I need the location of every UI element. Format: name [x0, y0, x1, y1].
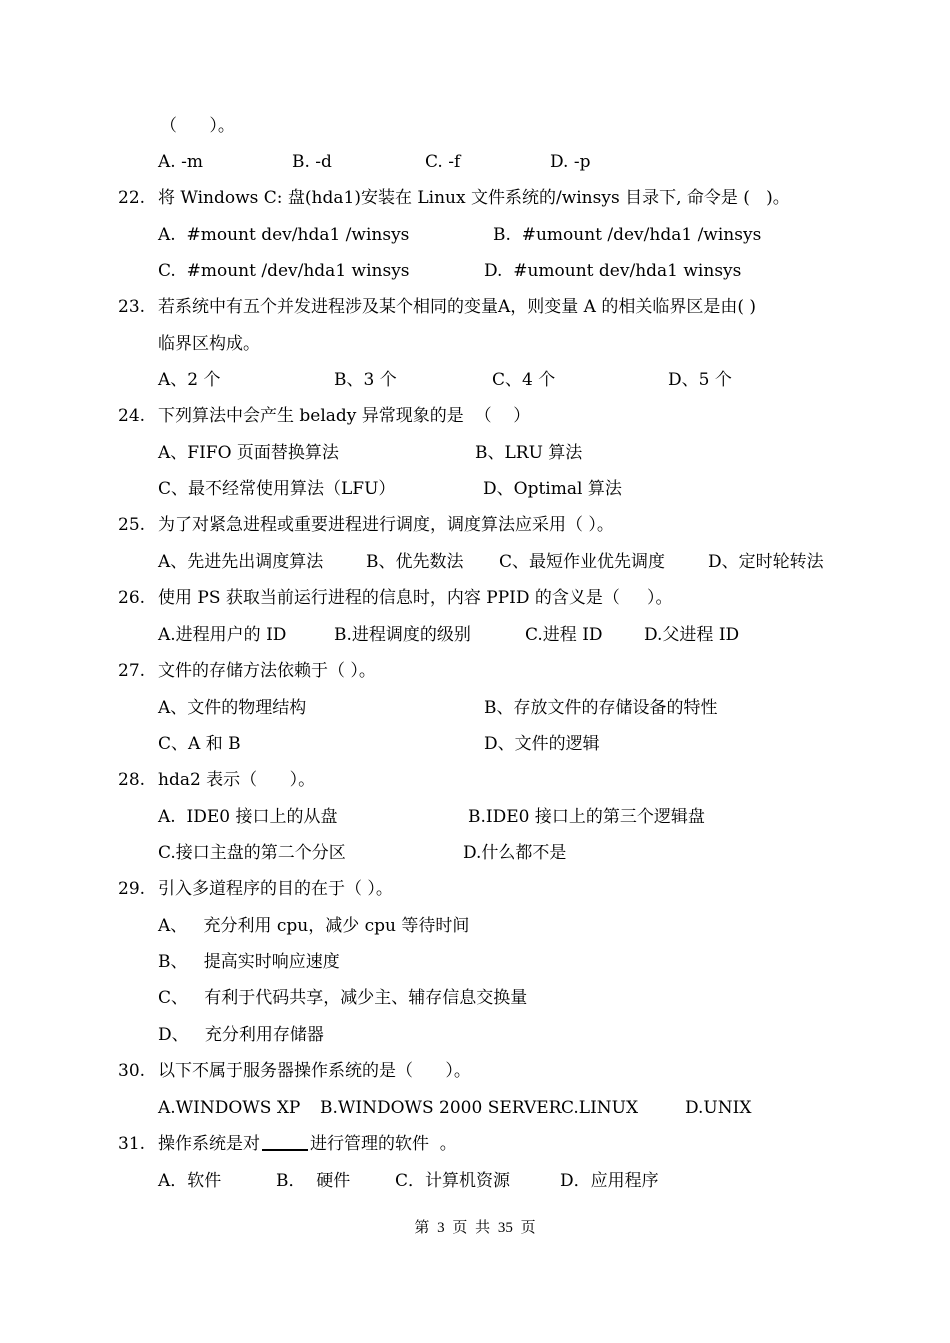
- option-c: C. #mount /dev/hda1 winsys: [158, 261, 410, 281]
- question-text: 若系统中有五个并发进程涉及某个相同的变量A，则变量 A 的相关临界区是由( ): [158, 297, 757, 317]
- question-number: 31.: [118, 1134, 146, 1154]
- option-d: D. -p: [550, 152, 591, 172]
- question-number: 29.: [118, 879, 146, 899]
- option-d: D、文件的逻辑: [484, 734, 600, 754]
- option-d: D. #umount dev/hda1 winsys: [484, 261, 742, 281]
- question-text: 下列算法中会产生 belady 异常现象的是 （ ）: [158, 406, 531, 426]
- option-a: A.进程用户的 ID: [158, 625, 287, 645]
- option-b: B、 提高实时响应速度: [158, 952, 340, 972]
- option-d: D、Optimal 算法: [483, 479, 622, 499]
- question-text-continued: 临界区构成。: [158, 334, 260, 354]
- question-number: 23.: [118, 297, 146, 317]
- option-b: B.WINDOWS 2000 SERVER: [320, 1098, 562, 1118]
- option-c: C.LINUX: [561, 1098, 639, 1118]
- option-b: B、优先数法: [366, 552, 464, 572]
- option-a: A. #mount dev/hda1 /winsys: [158, 225, 410, 245]
- option-d: D.UNIX: [685, 1098, 752, 1118]
- option-c: C. -f: [425, 152, 461, 172]
- option-b: B. -d: [292, 152, 332, 172]
- option-a: A、文件的物理结构: [158, 698, 307, 718]
- option-c: C.进程 ID: [525, 625, 603, 645]
- option-c: C、最短作业优先调度: [499, 552, 666, 572]
- footer-label-ye-2: 页: [520, 1220, 536, 1236]
- option-a: A、先进先出调度算法: [158, 552, 324, 572]
- blank-paren: （ ）。: [160, 116, 235, 136]
- option-d: D.父进程 ID: [644, 625, 740, 645]
- footer-label-di: 第: [414, 1220, 430, 1236]
- option-c: C、4 个: [492, 370, 556, 390]
- option-d: D、5 个: [668, 370, 732, 390]
- question-number: 26.: [118, 588, 146, 608]
- footer-label-gong: 共: [475, 1220, 491, 1236]
- question-number: 24.: [118, 406, 146, 426]
- question-text: hda2 表示（ ）。: [158, 770, 316, 790]
- option-d: D、 充分利用存储器: [158, 1025, 324, 1045]
- option-b: B.进程调度的级别: [334, 625, 471, 645]
- question-text: 以下不属于服务器操作系统的是（ ）。: [158, 1061, 471, 1081]
- option-a: A、FIFO 页面替换算法: [158, 443, 339, 463]
- option-c: C、最不经常使用算法（LFU）: [158, 479, 396, 499]
- option-c: C、A 和 B: [158, 734, 241, 754]
- fill-in-blank: [262, 1133, 308, 1151]
- question-text-after-blank: 进行管理的软件 。: [310, 1134, 457, 1154]
- option-d: D．应用程序: [560, 1171, 659, 1191]
- option-b: B、LRU 算法: [475, 443, 583, 463]
- question-number: 28.: [118, 770, 146, 790]
- option-b: B． 硬件: [276, 1171, 351, 1191]
- question-text-before-blank: 操作系统是对: [158, 1134, 260, 1154]
- question-text: 引入多道程序的目的在于（ ）。: [158, 879, 393, 899]
- total-page-count: 35: [497, 1220, 513, 1236]
- option-b: B、3 个: [334, 370, 397, 390]
- option-a: A. -m: [158, 152, 203, 172]
- option-d: D、定时轮转法: [708, 552, 824, 572]
- option-a: A.WINDOWS XP: [158, 1098, 301, 1118]
- option-b: B. #umount /dev/hda1 /winsys: [493, 225, 762, 245]
- option-a: A．软件: [158, 1171, 222, 1191]
- option-b: B.IDE0 接口上的第三个逻辑盘: [468, 807, 705, 827]
- option-c: C．计算机资源: [395, 1171, 511, 1191]
- option-d: D.什么都不是: [463, 843, 567, 863]
- current-page-number: 3: [437, 1220, 445, 1236]
- page-footer: [0, 1216, 950, 1237]
- question-number: 30.: [118, 1061, 146, 1081]
- question-number: 22.: [118, 188, 146, 208]
- option-a: A、2 个: [158, 370, 221, 390]
- footer-label-ye: 页: [452, 1220, 468, 1236]
- question-text: 文件的存储方法依赖于（ ）。: [158, 661, 376, 681]
- option-b: B、存放文件的存储设备的特性: [484, 698, 718, 718]
- option-c: C、 有利于代码共享，减少主、辅存信息交换量: [158, 988, 528, 1008]
- option-a: A、 充分利用 cpu，减少 cpu 等待时间: [158, 916, 470, 936]
- question-text: 将 Windows C: 盘(hda1)安装在 Linux 文件系统的/winsys 目录下, 命令是 ( )。: [158, 188, 790, 208]
- question-text: 为了对紧急进程或重要进程进行调度，调度算法应采用（ ）。: [158, 515, 614, 535]
- question-number: 25.: [118, 515, 146, 535]
- option-c: C.接口主盘的第二个分区: [158, 843, 346, 863]
- option-a: A. IDE0 接口上的从盘: [158, 807, 338, 827]
- question-text: [158, 1133, 457, 1155]
- question-text: 使用 PS 获取当前运行进程的信息时，内容 PPID 的含义是（ ）。: [158, 588, 673, 608]
- question-number: 27.: [118, 661, 146, 681]
